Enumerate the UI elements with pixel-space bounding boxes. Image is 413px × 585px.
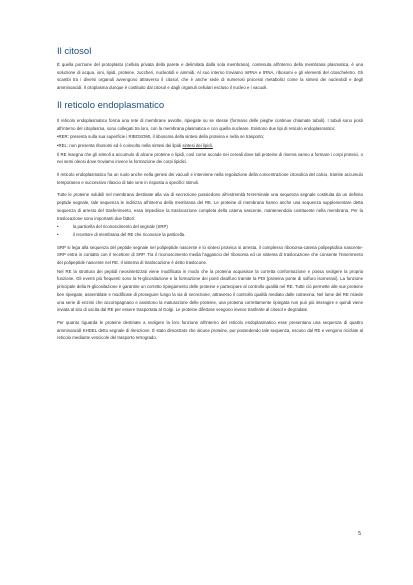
section-title-citosol: Il citosol [57,46,92,57]
reticolo-storage-paragraph: Il RE insegna che gli stimoli a accumulo di alcune proteine e lipidi, così come accade nei cereali dove tali proteine di riserva vanno a formare i corpi proteici, o nei semi oleosi dove troviamo invece la formazione dei corpi lipidici. [57,151,363,165]
citosol-paragraph: È quella porzione del protoplasto (cellula privata della parete e delimitata dalla sola membrana), contenuta all'interno della membrana plasmatica, è una soluzione di acqua, ioni, lipidi, proteine, zuccheri, nucleotidi e ammidi. Al suo interno troviamo mRNA e tRNA, ribosomi e gli elementi del citoscheletro. Gli scambi tra i diversi organuli avvengono attraverso il citosol, che è anche sede di numerosi processi metabolici come la sintesi dei nucleotidi e degli amminoacidi. Il citoplasma dunque è costituito dal citosol e dagli organuli cellulari escluso il nucleo e i vacuoli. [57,62,363,91]
rer-line: •RER: presenta sulla sua superficie i RIBOSOMI, il ribosoma della sintesi della proteina e nella se trasporto; [57,134,265,140]
rel-line-text: •REL: non presenta ribosomi ed è coinvolto nella sintesi dei lipidi [57,142,182,148]
reticolo-secretion-paragraph: Tutte le proteine solubili nel membrana destinate alla via di secrezione possiedono all'estremità N-terminale una sequenza segnale costituita da un definito peptide segnale, tale sequenza le indirizza all'interno della membrana del RE. Le proteine di membrana hanno anche una sequenza supplementare detta sequenza di arresto del trasferimento, essa impedisce la traslocazione completa della catena nascente, mantenendola costituente nella membrana. Per la traslocazione sono importanti due fattori: [57,192,363,221]
list-item-text: la particella del riconoscimento del segnale (SRP) [73,224,168,230]
rel-line [57,142,363,150]
bullet-icon: • [57,231,59,237]
bullet-icon: • [57,224,59,230]
reticolo-intro-paragraph: Il reticolo endoplasmatico forma una rete di membrane avvolte, ripiegate su se stesse (formano delle pieghe continue chiamate tubuli). I tubuli sono posti all'interno del citoplasma, sono collegati tra loro, con la membrana plasmatica e con quella nucleare. Esistono due tipi di reticolo endoplasmatico: [57,117,363,131]
list-item-text: il recettore di membrana del RE che riconosce la particella. [73,231,186,237]
list-item [57,231,363,239]
reticolo-folding-paragraph: Nel RE la struttura dei peptidi neosintetizzati viene modificata in modo che la proteina acquisisce la corretta conformazione e possa svolgere la propria funzione. Gli eventi più frequenti sono la N-glicosilazione e la formazione dei ponti disolfuro tramite la PDI (proteina ponte di solfuro isomerasi). La funzione principale della N-glicosilazione è garantire un corretto ripiegamento delle proteine e partecipare al controllo qualità nel RE. Tutte ciò permette alle sue proteine ben ripiegate, assemblate e modificate di proseguire lungo la via di secrezione, attraverso il controllo qualità mediato dalle calnexina. Nel lume del RE risiede una serie di enzimi che accompagnano e assistono la maturazione delle proteine, una proteina correttamente ripiegata non può più interagire e quindi viene inviata al sito di uscita dal RE per essere trasportata al Golgi. Le proteine difettose vengono invece trasferite al citosol e degradate. [57,268,363,313]
rel-underline-text: sintesi dei lipidi. [182,142,213,148]
section-title-reticolo: Il reticolo endoplasmatico [57,99,165,111]
reticolo-srp-paragraph: SRP si lega alla sequenza del peptide segnale nel polipeptide nascente e lo sintesi proteica si arresta, il complesso ribosoma-catena polipeptidica nascente-SRP entra in contatto con il recettore di SRP. Tra il riconoscimento media l'aggancio del ribosoma ed un sistema di traslocazione che consente l'inserimento del polipeptide nascente nel RE. Il sistema di traslocazione è detto traslocone. [57,244,363,266]
list-item [57,223,363,231]
reticolo-retention-paragraph: Per quanto riguarda le proteine destinate a svolgere la loro funzione all'interno del reticolo endoplasmatico esse presentano una sequenza di quattro amminoacidi KHDEL detto segnale di ritenzione. È stato dimostrato che alcune proteine, pur possedendo tale sequenza, escono dal RE e vengono riciclate al reticolo mediante vescicole del trasporto retrogrado. [57,319,363,341]
page-number: 5 [358,531,361,537]
reticolo-calcium-paragraph: Il reticolo endoplasmatico ha un ruolo anche nella genesi dei vacuoli e interviene nella regolazione della concentrazione citosolica del calcio, tramite accumulo temporaneo e successivo rilascio di tale ione in risposta a specifici stimoli. [57,172,363,185]
